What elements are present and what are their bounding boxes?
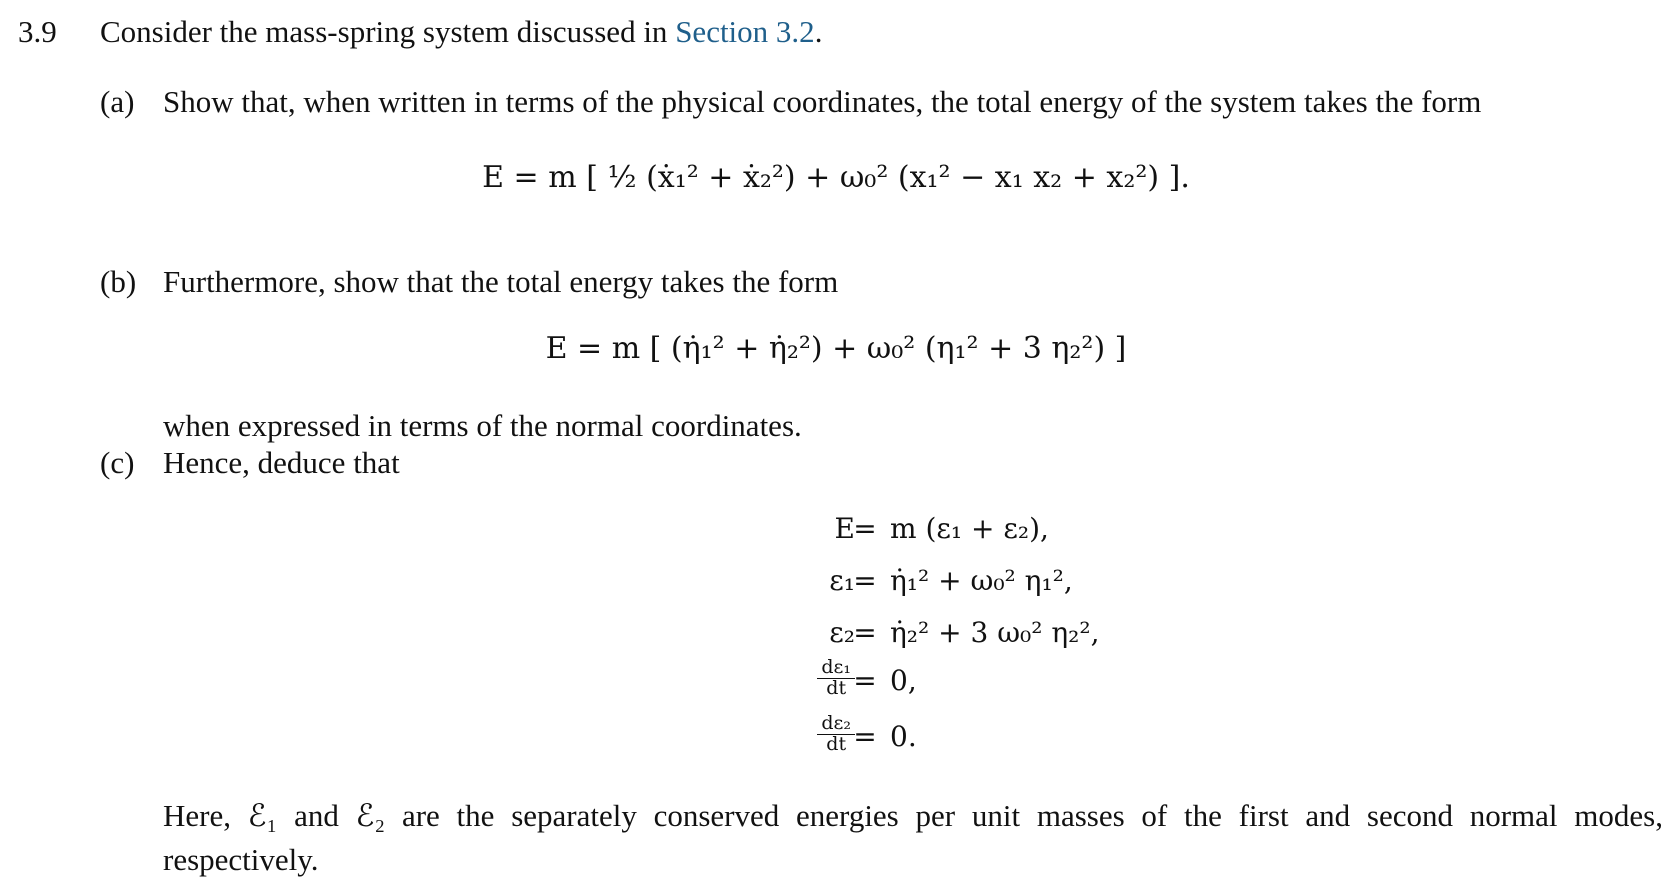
system-equals: = <box>853 720 877 753</box>
problem-intro <box>100 16 822 47</box>
system-rhs: 0, <box>890 664 917 697</box>
system-row <box>745 712 1165 768</box>
part-a-text: Show that, when written in terms of the physical coordinates, the total energy of the system takes the form <box>163 84 1482 119</box>
problem-number: 3.9 <box>18 14 57 49</box>
system-row <box>745 564 1165 612</box>
system-equals: = <box>853 512 877 545</box>
fraction-numerator: dε₂ <box>817 714 855 735</box>
system-rhs: η̇₂² + 3 ω₀² η₂², <box>890 616 1100 649</box>
part-a-label: (a) <box>100 84 135 119</box>
system-rhs: m (ε₁ + ε₂), <box>890 512 1049 545</box>
part-c-label: (c) <box>100 445 135 480</box>
system-lhs: E <box>834 512 855 545</box>
system-row <box>745 656 1165 712</box>
system-row <box>745 512 1165 560</box>
part-c-text: Hence, deduce that <box>163 445 400 480</box>
intro-suffix: . <box>814 14 823 49</box>
system-rhs: η̇₁² + ω₀² η₁², <box>890 564 1073 597</box>
fraction-denominator: dt <box>826 732 847 755</box>
system-row <box>745 616 1165 664</box>
part-b-equation: E = m [ (η̇₁² + η̇₂²) + ω₀² (η₁² + 3 η₂²) ] <box>545 331 1127 366</box>
section-link[interactable]: Section 3.2 <box>675 14 815 49</box>
system-rhs: 0. <box>890 720 917 753</box>
system-lhs: ε₁ <box>829 564 855 597</box>
part-b-after-text: when expressed in terms of the normal coordinates. <box>163 408 802 443</box>
part-b-text: Furthermore, show that the total energy takes the form <box>163 264 839 299</box>
closing-paragraph: Here, ℰ₁ and ℰ₂ are the separately conserved energies per unit masses of the first and second normal modes, respectively. <box>163 798 1663 877</box>
system-equals: = <box>853 616 877 649</box>
system-equals: = <box>853 564 877 597</box>
fraction-numerator: dε₁ <box>817 658 855 679</box>
part-b-label: (b) <box>100 264 137 299</box>
part-a-equation: E = m [ ½ (ẋ₁² + ẋ₂²) + ω₀² (x₁² − x₁ x₂ + x₂²) ]. <box>482 160 1190 195</box>
system-lhs: ε₂ <box>829 616 855 649</box>
fraction-denominator: dt <box>826 676 847 699</box>
intro-prefix: Consider the mass-spring system discussed in <box>100 14 676 49</box>
system-equals: = <box>853 664 877 697</box>
